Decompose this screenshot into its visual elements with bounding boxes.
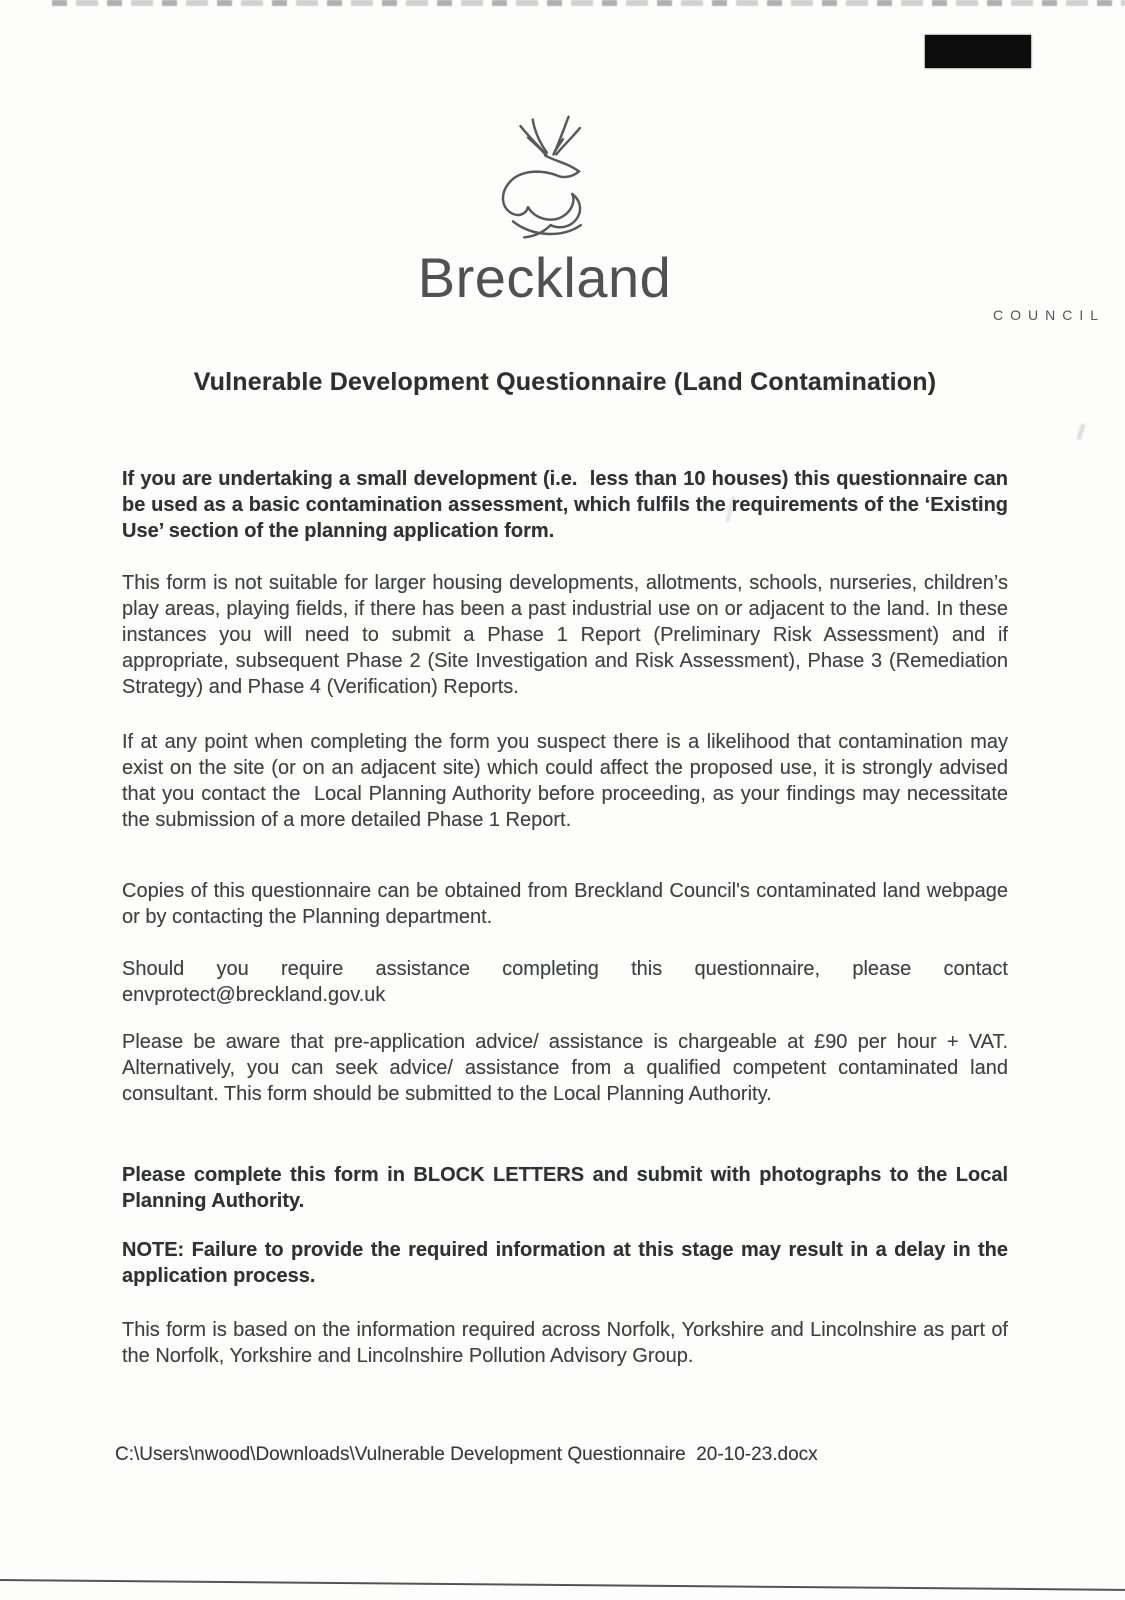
fees-paragraph: Please be aware that pre-application advice/ assistance is chargeable at £90 per hour + VAT. Alternatively, you can seek advice/ assistance from a qualified competent contaminated land consultant. This form should be submitted to the Local Planning Authority. bbox=[122, 1031, 1014, 1105]
assistance-contact-paragraph: Should you require assistance completing this questionnaire, please contact envprotect@breckland.gov.uk bbox=[122, 958, 1014, 1006]
suitability-paragraph: This form is not suitable for larger housing developments, allotments, schools, nurseries, children’s play areas, playing fields, if there has been a past industrial use on or adjacent to the land. In these instances you will need to submit a Phase 1 Report (Preliminary Risk Assessment) and if appropriate, subsequent Phase 2 (Site Investigation and Risk Assessment), Phase 3 (Remediation Strategy) and Phase 4 (Verification) Reports. bbox=[122, 572, 1014, 698]
intro-paragraph: If you are undertaking a small development (i.e. less than 10 houses) this questionnaire can be used as a basic contamination assessment, which fulfils the requirements of the ‘Existing Use’ section of the planning application form. bbox=[122, 468, 1014, 542]
footer-file-path: C:\Users\nwood\Downloads\Vulnerable Development Questionnaire 20-10-23.docx bbox=[115, 1444, 818, 1465]
block-letters-instruction: Please complete this form in BLOCK LETTERS and submit with photographs to the Local Planning Authority. bbox=[122, 1164, 1014, 1212]
redaction-box bbox=[925, 35, 1031, 68]
scan-edge-line bbox=[0, 1579, 1125, 1591]
stag-icon bbox=[475, 112, 615, 244]
logo-subtitle: COUNCIL bbox=[992, 307, 1105, 323]
advisory-group-paragraph: This form is based on the information required across Norfolk, Yorkshire and Lincolnshire as part of the Norfolk, Yorkshire and Lincolnshire Pollution Advisory Group. bbox=[122, 1319, 1014, 1367]
document-title: Vulnerable Development Questionnaire (Land Contamination) bbox=[193, 368, 937, 396]
breckland-logo bbox=[0, 112, 1107, 322]
note-warning: NOTE: Failure to provide the required information at this stage may result in a delay in the application process. bbox=[122, 1239, 1014, 1287]
scan-artifact-top-edge bbox=[52, 0, 1125, 6]
scan-artifact-speck bbox=[1077, 424, 1086, 440]
logo-wordmark: Breckland bbox=[417, 246, 672, 309]
contamination-advice-paragraph: If at any point when completing the form you suspect there is a likelihood that contamination may exist on the site (or on an adjacent site) which could affect the proposed use, it is strongly advised that you contact the Local Planning Authority before proceeding, as your findings may necessitate the submission of a more detailed Phase 1 Report. bbox=[122, 731, 1014, 831]
copies-paragraph: Copies of this questionnaire can be obtained from Breckland Council's contaminated land webpage or by contacting the Planning department. bbox=[122, 880, 1014, 928]
